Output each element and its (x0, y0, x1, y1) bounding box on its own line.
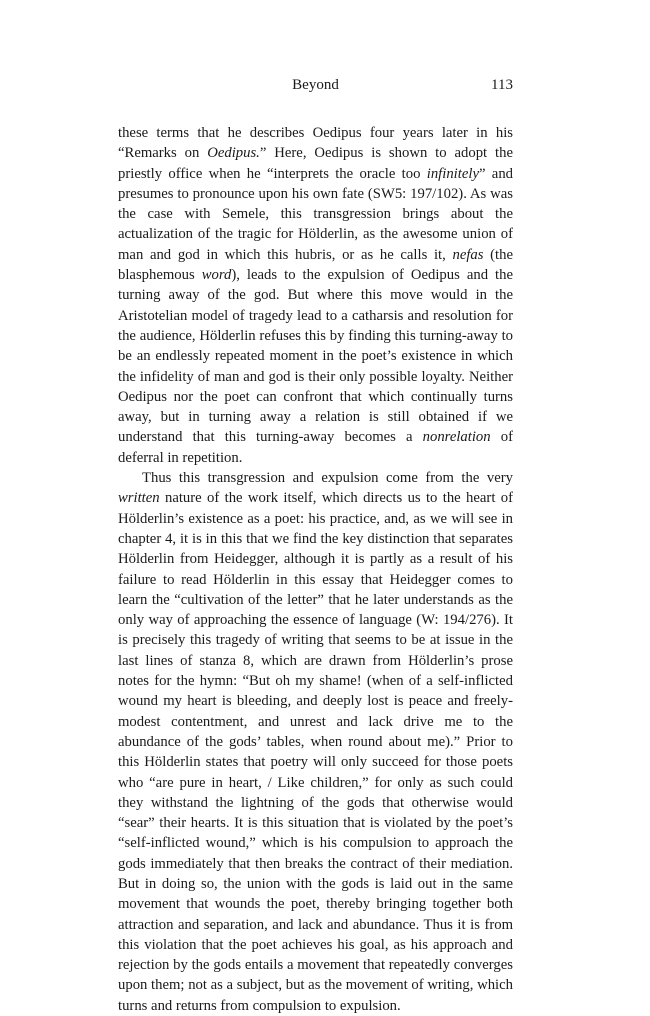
text-run: ” and presumes to pronounce upon his own fate (SW5: 197/102). As was the case with Semele, this transgression brings about the actualization of the tragic for Hölderlin, as the awesome union of man and god in which this hubris, or as he calls it, (118, 165, 514, 263)
italic-text: word (201, 267, 232, 284)
text-run: of deferral in repetition. (118, 429, 513, 466)
paragraph-1 (118, 123, 513, 468)
italic-text: written (118, 490, 160, 507)
running-head (118, 77, 513, 97)
text-run: Thus this transgression and expulsion come from the very (142, 470, 513, 487)
italic-text: nonrelation (422, 429, 491, 446)
italic-text: nefas (452, 246, 484, 263)
text-run: nature of the work itself, which directs us to the heart of Hölderlin’s existence as a poet: his practice, and, as we will see in chapter 4, it is in this that we find the key distinction that separates Hölderlin from Heidegger, although it is partly as a result of his failure to read Hölderlin in this essay that Heidegger comes to learn the “cultivation of the letter” that he later understands as the only way of approaching the essence of language (W: 194/276). It is precisely this tragedy of writing that seems to be at issue in the last lines of stanza 8, which are drawn from Hölderlin’s prose notes for the hymn: “But oh my shame! (when of a self-inflicted wound my heart is bleeding, and deeply lost is peace and freely-modest contentment, and unrest and lack drive me to the abundance of the gods’ tables, when round about me).” Prior to this Hölderlin states that poetry will only succeed for those poets who “are pure in heart, / Like children,” for only as such could they withstand the lightning of the gods that otherwise would “sear” their hearts. It is this situation that is violated by the poet’s “self-inflicted wound,” which is his compulsion to approach the gods immediately that then breaks the contract of their mediation. But in doing so, the union with the gods is laid out in the same movement that wounds the poet, thereby bringing together both attraction and separation, and lack and abundance. Thus it is from this violation that the poet achieves his goal, as his approach and rejection by the gods entails a movement that repeatedly converges upon them; not as a subject, but as the movement of writing, which turns and returns from compulsion to expulsion. (118, 490, 513, 1014)
text-run: ), leads to the expulsion of Oedipus and the turning away of the god. But where this move would in the Aristotelian model of tragedy lead to a catharsis and resolution for the audience, Hölderlin refuses this by finding this turning-away to be an endlessly repeated moment in the poet’s existence in which the infidelity of man and god is their only possible loyalty. Neither Oedipus nor the poet can confront that which continually turns away, but in turning away a relation is still obtained if we understand that this turning-away becomes a (118, 267, 513, 446)
running-title: Beyond (292, 77, 339, 93)
text-run: ” Here, Oedipus is shown to adopt the priestly office when he “interprets the oracle too (118, 145, 513, 182)
italic-text: Oedipus. (207, 145, 260, 162)
body-text (118, 123, 513, 1016)
italic-text: infinitely (426, 165, 479, 182)
paragraph-2 (118, 468, 513, 1016)
text-run: these terms that he describes Oedipus four years later in his “Remarks on (118, 125, 513, 162)
text-run: (the blasphemous (118, 246, 513, 284)
page-number: 113 (491, 77, 513, 93)
